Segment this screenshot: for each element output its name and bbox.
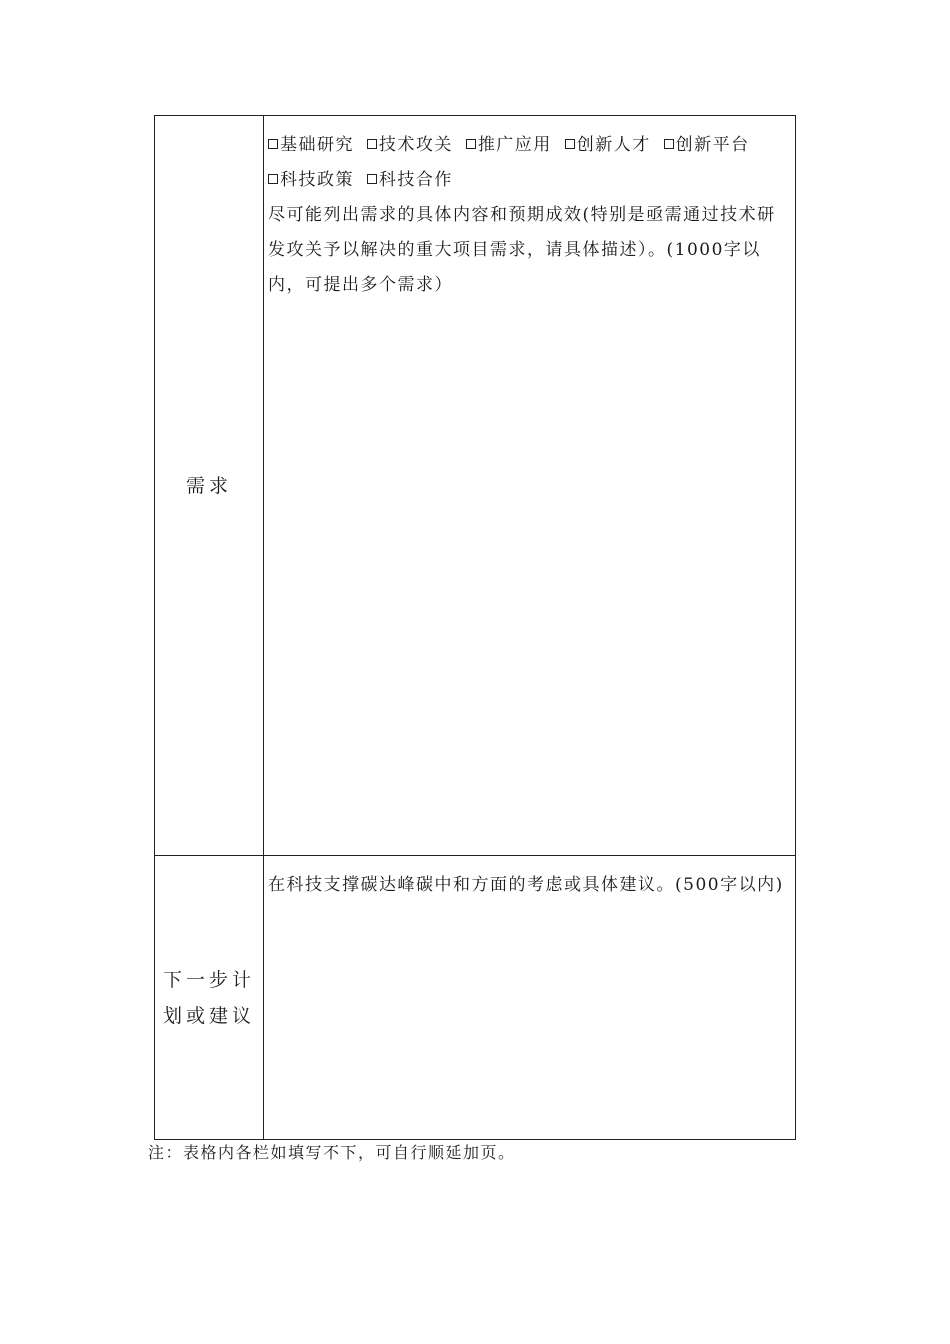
option-innovation-platform[interactable]: 创新平台 [664, 135, 750, 155]
option-innovation-talent[interactable]: 创新人才 [565, 135, 651, 155]
plan-label: 下一步计划或建议 [162, 968, 255, 1027]
needs-row [155, 116, 795, 856]
plan-description: 在科技支撑碳达峰碳中和方面的考虑或具体建议。(500字以内) [268, 875, 784, 895]
option-tech-breakthrough[interactable]: 技术攻关 [367, 135, 453, 155]
plan-content-cell[interactable] [264, 856, 795, 1139]
needs-label: 需求 [185, 474, 232, 497]
plan-row [155, 856, 795, 1139]
needs-label-cell [155, 116, 264, 855]
plan-label-cell [155, 856, 264, 1139]
needs-options-line-1 [268, 128, 793, 163]
option-basic-research[interactable]: 基础研究 [268, 135, 354, 155]
needs-content-cell[interactable] [264, 116, 795, 855]
footnote: 注：表格内各栏如填写不下，可自行顺延加页。 [148, 1143, 516, 1162]
needs-options-line-2 [268, 163, 793, 198]
checkbox-icon[interactable] [367, 174, 377, 184]
checkbox-icon[interactable] [664, 139, 674, 149]
needs-description: 尽可能列出需求的具体内容和预期成效(特别是亟需通过技术研发攻关予以解决的重大项目需求，请具体描述）。(1000字以内，可提出多个需求） [268, 205, 776, 295]
checkbox-icon[interactable] [565, 139, 575, 149]
checkbox-icon[interactable] [268, 174, 278, 184]
checkbox-icon[interactable] [268, 139, 278, 149]
option-tech-cooperation[interactable]: 科技合作 [367, 170, 453, 190]
checkbox-icon[interactable] [367, 139, 377, 149]
option-tech-policy[interactable]: 科技政策 [268, 170, 354, 190]
form-table [154, 115, 796, 1140]
option-promotion-application[interactable]: 推广应用 [466, 135, 552, 155]
checkbox-icon[interactable] [466, 139, 476, 149]
